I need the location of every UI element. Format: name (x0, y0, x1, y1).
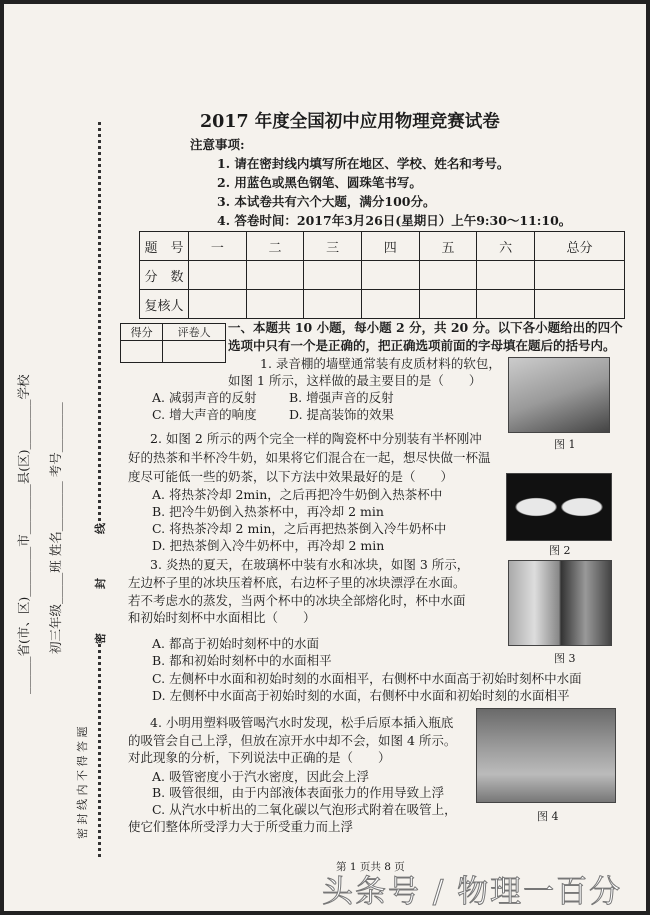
option: A. 将热茶冷却 2min，之后再把冷牛奶倒入热茶杯中 (152, 487, 443, 502)
figure-caption: 图 2 (549, 544, 571, 557)
question-text: 好的热茶和半杯冷牛奶，如果将它们混合在一起，想尽快做一杯温 (128, 450, 491, 465)
row-label: 分 数 (140, 261, 189, 290)
option: B. 把冷牛奶倒入热茶杯中，再冷却 2 min (152, 504, 384, 519)
grader-header: 得分 (121, 324, 163, 341)
option-continued: 使它们整体所受浮力大于所受重力而上浮 (128, 819, 354, 834)
option: C. 增大声音的响度 (152, 407, 257, 422)
option: B. 增强声音的反射 (289, 390, 394, 405)
header-cell: 二 (246, 232, 304, 261)
option: A. 吸管密度小于汽水密度，因此会上浮 (152, 769, 369, 784)
header-cell: 三 (304, 232, 362, 261)
margin-region-school-line: ______省(市、区)________市________县(区)________学校 (16, 374, 31, 694)
option: A. 都高于初始时刻杯中的水面 (152, 636, 319, 651)
notice-item: 1. 请在密封线内填写所在地区、学校、姓名和考号。 (217, 156, 510, 171)
header-cell: 总分 (535, 232, 625, 261)
grader-header: 评卷人 (163, 324, 226, 341)
header-cell: 题 号 (140, 232, 189, 261)
question-text: 1. 录音棚的墙壁通常装有皮质材料的软包， (260, 356, 501, 371)
margin-no-answer-notice: 密 封 线 内 不 得 答 题 (76, 726, 89, 839)
question-text: 若不考虑水的蒸发，当两个杯中的冰块全部熔化时，杯中水面 (128, 593, 466, 608)
figure-caption: 图 3 (554, 652, 576, 665)
figure-2-mugs-photo (506, 473, 612, 541)
watermark: 头条号 / 物理一百分 (322, 874, 623, 910)
margin-class-name-id-line: 初三年级_____班 姓名________ 考号________ (48, 402, 63, 654)
question-text: 对此现象的分析，下列说法中正确的是（ ） (128, 750, 391, 765)
option: B. 都和初始时刻杯中的水面相平 (152, 653, 332, 668)
exam-title: 2017 年度全国初中应用物理竞赛试卷 (200, 112, 500, 132)
notice-item: 3. 本试卷共有六个大题，满分100分。 (217, 194, 436, 209)
figure-3-ice-glasses-photo (508, 560, 612, 646)
question-text: 如图 1 所示，这样做的最主要目的是（ ） (228, 373, 482, 388)
option: C. 从汽水中析出的二氧化碳以气泡形式附着在吸管上， (152, 802, 457, 817)
section-heading: 选项中只有一个是正确的，把正确选项前面的字母填在题后的括号内。 (228, 338, 616, 353)
figure-caption: 图 1 (554, 438, 576, 451)
question-text: 和初始时刻杯中水面相比（ ） (128, 610, 316, 625)
option: D. 左侧杯中水面高于初始时刻的水面，右侧杯中水面和初始时刻的水面相平 (152, 688, 570, 703)
seal-line-label: 密 封 线 (94, 523, 107, 644)
option: C. 将热茶冷却 2 min，之后再把热茶倒入冷牛奶杯中 (152, 521, 447, 536)
question-text: 的吸管会自己上浮，但放在凉开水中却不会，如图 4 所示。 (128, 733, 457, 748)
seal-line (98, 122, 101, 857)
section-heading: 一、本题共 10 小题，每小题 2 分，共 20 分。以下各小题给出的四个 (228, 320, 623, 335)
figure-1-studio-photo (508, 357, 610, 433)
option: A. 减弱声音的反射 (152, 390, 257, 405)
option: B. 吸管很细，由于内部液体表面张力的作用导致上浮 (152, 785, 445, 800)
notice-item: 2. 用蓝色或黑色钢笔、圆珠笔书写。 (217, 175, 422, 190)
header-cell: 六 (477, 232, 535, 261)
header-cell: 一 (189, 232, 247, 261)
question-text: 3. 炎热的夏天，在玻璃杯中装有水和冰块，如图 3 所示， (150, 557, 470, 572)
figure-4-straw-bottles-photo (476, 708, 616, 803)
score-table (139, 231, 625, 319)
exam-page (4, 4, 646, 911)
header-cell: 五 (419, 232, 477, 261)
header-cell: 四 (361, 232, 419, 261)
option: D. 把热茶倒入冷牛奶杯中，再冷却 2 min (152, 538, 385, 553)
question-text: 左边杯子里的冰块压着杯底，右边杯子里的冰块漂浮在水面。 (128, 575, 466, 590)
notice-heading: 注意事项: (190, 137, 245, 152)
notice-item: 4. 答卷时间：2017年3月26日(星期日）上午9:30～11:10。 (217, 213, 572, 228)
question-text: 4. 小明用塑料吸管喝汽水时发现，松手后原本插入瓶底 (150, 715, 454, 730)
option: C. 左侧杯中水面和初始时刻的水面相平，右侧杯中水面高于初始时刻杯中水面 (152, 671, 582, 686)
option: D. 提高装饰的效果 (289, 407, 395, 422)
grader-box (120, 323, 226, 363)
figure-caption: 图 4 (537, 810, 559, 823)
question-text: 度尽可能低一些的奶茶，以下方法中效果最好的是（ ） (128, 469, 454, 484)
row-label: 复核人 (140, 290, 189, 319)
question-text: 2. 如图 2 所示的两个完全一样的陶瓷杯中分别装有半杯刚冲 (150, 431, 482, 446)
page-number: 第 1 页共 8 页 (336, 861, 405, 873)
